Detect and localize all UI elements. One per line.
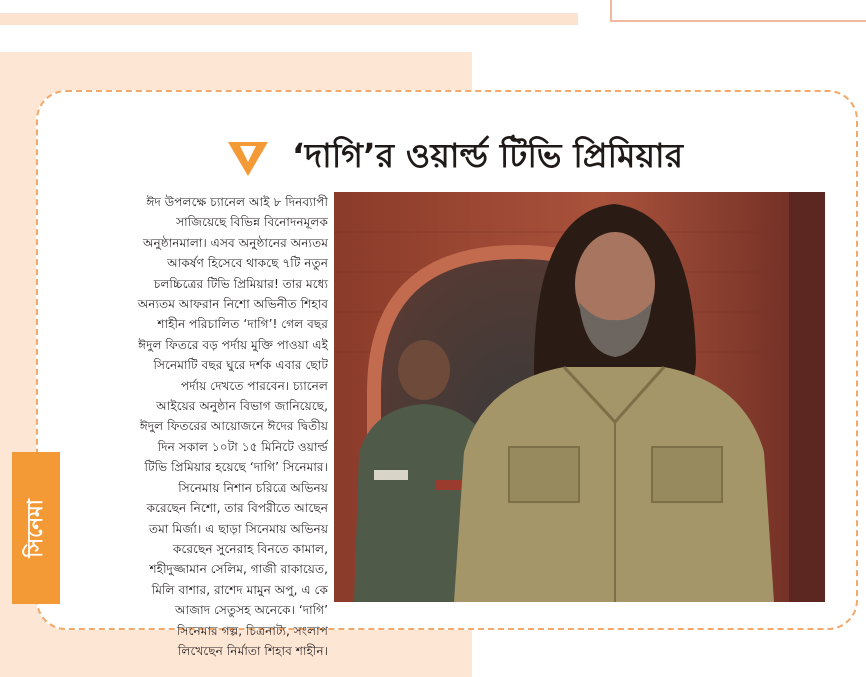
photo-illustration — [334, 192, 825, 602]
article-body-line: মিলি বাশার, রাশেদ মামুন অপু, এ কে — [151, 582, 328, 597]
article-body-line: অনুষ্ঠানমালা। এসব অনুষ্ঠানের অন্যতম — [142, 235, 328, 250]
article-headline: ‘দাগি’র ওয়ার্ল্ড টিভি প্রিমিয়ার — [292, 136, 684, 175]
article-body-line: সিনেমাটি বছর ঘুরে দর্শক এবার ছোট — [153, 358, 328, 373]
article-body-line: সিনেমার গল্প, চিত্রনাট্য, সংলাপ — [177, 623, 328, 638]
article-body-line: লিখেছেন নির্মাতা শিহাব শাহীন। — [177, 643, 328, 658]
article-body-line: আজাদ সেতুসহ অনেকে। ‘দাগি’ — [175, 603, 328, 618]
article-body-line: শাহীন পরিচালিত ‘দাগি’! গেল বছর — [157, 317, 328, 332]
article-body-line: অন্যতম আফরান নিশো অভিনীত শিহাব — [137, 297, 328, 312]
headline-row — [226, 130, 746, 186]
article-body-line: টিভি প্রিমিয়ার হয়েছে ‘দাগি’ সিনেমার। — [144, 460, 328, 475]
article-body-line: শহীদুজ্জামান সেলিম, গাজী রাকায়েত, — [149, 562, 328, 577]
article-body — [78, 192, 328, 658]
article-body-line: চলচ্চিত্রের টিভি প্রিমিয়ার! তার মধ্যে — [153, 276, 328, 291]
top-right-frame — [610, 0, 866, 22]
top-decorative-strip — [0, 13, 578, 25]
article-body-line: ঈদুল ফিতরের আয়োজনে ঈদের দ্বিতীয় — [139, 419, 328, 434]
article-body-line: ঈদ উপলক্ষে চ্যানেল আই ৮ দিনব্যাপী — [146, 195, 328, 209]
article-body-line: সিনেমায় নিশান চরিত্রে অভিনয় — [178, 480, 328, 495]
article-body-line: করেছেন সুনেরাহ বিনতে কামাল, — [172, 541, 328, 556]
article-body-line: দিন সকাল ১০টা ১৫ মিনিটে ওয়ার্ল্ড — [157, 439, 328, 454]
section-tab — [12, 452, 60, 604]
article-body-line: করেছেন নিশো, তার বিপরীতে আছেন — [146, 501, 328, 516]
article-photo — [334, 192, 825, 602]
article-body-line: আইয়ের অনুষ্ঠান বিভাগ জানিয়েছে, — [156, 399, 328, 414]
article-body-line: পর্দায় দেখতে পারবেন। চ্যানেল — [180, 378, 328, 393]
article-body-line: তমা মির্জা। এ ছাড়া সিনেমায় অভিনয় — [148, 521, 328, 536]
article-body-line: ঈদুল ফিতরে বড় পর্দায় মুক্তি পাওয়া এই — [138, 337, 328, 352]
triangle-down-icon — [226, 136, 270, 180]
section-label: সিনেমা — [22, 498, 47, 558]
article-body-line: আকর্ষণ হিসেবে থাকছে ৭টি নতুন — [167, 256, 328, 271]
article-body-line: সাজিয়েছে বিভিন্ন বিনোদনমূলক — [176, 215, 328, 230]
